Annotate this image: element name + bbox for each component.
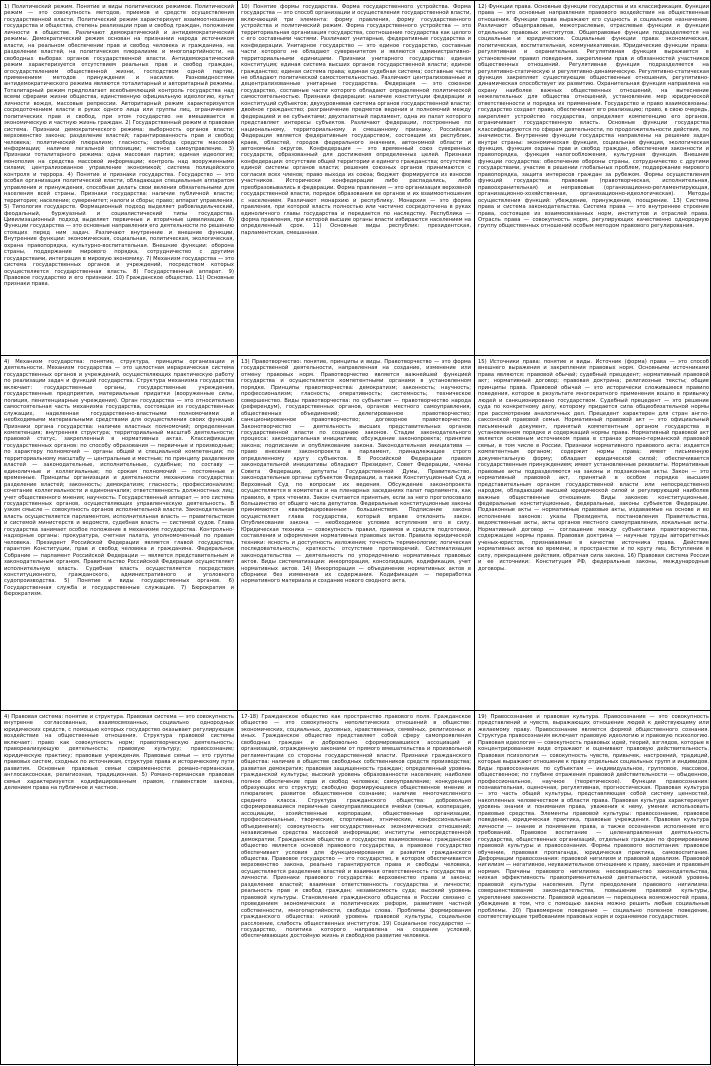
note-cell-5-label: 13) (241, 359, 250, 365)
note-cell-9-body: Правосознание и правовая культура. Правосознание — это совокупность представлений и чувств, выражающих отношение людей к действующему или желаемому праву. Правосознание является формой общественного сознания. Структура правосознания включает правовую идеологию и правовую психологию. Правовая идеология — совокупность правовых идей, теорий, взглядов, которые в концентрированном виде отражают и оценивают правовую действительность. Правовая психология — совокупность чувств, привычек, настроений, традиций, которые выражают отношение к праву отдельных социальных групп и индивидов. Виды правосознания: по субъектам — индивидуальное, групповое, массовое, общественное; по глубине отражения правовой действительности — обыденное, профессиональное, научное (теоретическое). Функции правосознания: познавательная, оценочная, регулятивная, прогностическая. Правовая культура — это часть общей культуры, представляющая собой систему ценностей, накопленных человечеством в области права. Правовая культура характеризует уровень знания и понимания права, уважения к нему, умения использовать правовые средства. Элементы правовой культуры: правосознание, правовое поведение, юридическая практика, правовые учреждения. Правовая культура личности — знание и понимание права, а также осознанное исполнение его требований. Правовое воспитание — целенаправленная деятельность государства, общественных организаций, отдельных граждан по формированию правовой культуры и правосознания. Формы правового воспитания: правовое обучение, правовая пропаганда, юридическая практика, самовоспитание. Деформации правосознания: правовой нигилизм и правовой идеализм. Правовой нигилизм — негативное, неуважительное отношение к праву, законам и правовым нормам. Причины правового нигилизма: несовершенство законодательства, низкая эффективность правоприменительной деятельности, низкий уровень правовой культуры населения. Пути преодоления правового нигилизма: совершенствование законодательства, повышение правовой культуры, укрепление законности. Правовой идеализм — переоценка возможностей права, убеждение в том, что с помощью закона можно решить любые социальные проблемы. 20) Правомерное поведение — социально полезное поведение, соответствующее требованиям правовых норм и охраняемое государством. (478, 714, 709, 921)
note-cell-3-text (478, 4, 709, 230)
note-cell-1-text (4, 4, 234, 288)
note-cell-4-text (4, 359, 234, 598)
note-cell-7-body: Правовая система: понятие и структура. Правовая система — это совокупность внутренне согласованных, взаимосвязанных, социально однородных юридических средств, с помощью которых государство оказывает регулирующее воздействие на общественные отношения. Структура правовой системы включает: право как совокупность норм; правотворческую деятельность; правореализующую деятельность; правовую культуру; правосознание; юридическую практику; правовые учреждения. Правовые семьи — это группы правовых систем, сходных по источникам, структуре права и историческому пути развития. Основные правовые семьи современности: романо-германская, англосаксонская, религиозная, традиционная. 5) Романо-германская правовая семья характеризуется кодифицированным правом, главенством закона, делением права на публичное и частное. (4, 714, 234, 791)
note-cell-3-label: 12) (478, 4, 487, 10)
note-cell-4 (1, 356, 238, 711)
note-cell-9-label: 19) (478, 714, 487, 720)
note-cell-9 (475, 711, 711, 1066)
note-cell-2 (238, 1, 475, 356)
note-cell-8-body: Гражданское общество как пространство правового поля. Гражданское общество — это совокупность неполитических отношений в обществе: экономических, социальных, духовных, нравственных, семейных, религиозных и иных. Гражданское общество представляет собой сферу самопроявления свободных граждан и добровольно сформировавшихся ассоциаций и организаций, огражденную законами от прямого вмешательства и произвольной регламентации со стороны государственной власти. Признаки гражданского общества: наличие в обществе свободных собственников средств производства; развитая демократия; правовая защищенность граждан; определенный уровень гражданской культуры; высокий уровень образованности населения; наиболее полное обеспечение прав и свобод человека; самоуправление; конкуренция образующих его структур; свободно формирующееся общественное мнение и плюрализм; развитое общественное сознание; наличие многочисленного среднего класса. Структура гражданского общества: добровольно сформировавшиеся первичные самоуправляющиеся ячейки (семья, кооперация, ассоциации, хозяйственные корпорации, общественные организации, профессиональные, творческие, спортивные, этнические, конфессиональные объединения); совокупность негосударственных экономических отношений; независимые средства массовой информации; институты непосредственной демократии. Гражданское общество и государство взаимосвязаны: гражданское общество является основой правового государства, а правовое государство обеспечивает условия для функционирования и развития гражданского общества. Правовое государство — это государство, в котором обеспечивается верховенство закона, реально гарантируются права и свободы человека, осуществляется разделение властей и взаимная ответственность государства и личности. Признаки правового государства: верховенство права и закона; разделение властей; взаимная ответственность государства и личности; реальность прав и свобод граждан; независимость суда; высокий уровень правовой культуры. Становление гражданского общества в России связано с проведением экономических и политических реформ, развитием частной собственности, многопартийности, свободы слова. Проблемы формирования гражданского общества: низкий уровень правовой культуры, социальное расслоение, слабость общественных институтов. 19) Социальное государство — государство, политика которого направлена на создание условий, обеспечивающих достойную жизнь и свободное развитие человека. (241, 714, 471, 940)
note-cell-5 (238, 356, 475, 711)
note-cell-3-body: Функции права. Основные функции государства и их классификация. Функции права — это основные направления правового воздействия на общественные отношения. Функции права выражают его сущность и социальное назначение. Различают общеправовые, межотраслевые, отраслевые функции и функции отдельных правовых институтов. Общеправовые функции подразделяются на социальные и юридические. Социальные функции права: экономическая, политическая, воспитательная, коммуникативная. Юридические функции права: регулятивная и охранительная. Регулятивная функция выражается в установлении правил поведения, закреплении прав и обязанностей участников общественных отношений. Регулятивная функция подразделяется на регулятивно-статическую и регулятивно-динамическую. Регулятивно-статическая функция закрепляет существующие общественные отношения, регулятивно-динамическая способствует их развитию. Охранительная функция направлена на охрану наиболее важных общественных отношений, на вытеснение нежелательных для общества отношений, установление мер юридической ответственности и порядка их применения. Государство и право взаимосвязаны: государство создает право, обеспечивает его реализацию; право, в свою очередь, закрепляет устройство государства, определяет компетенцию его органов, ограничивает государственную власть. Основные функции государства классифицируются по сферам деятельности, по продолжительности действия, по значимости. Внутренние функции государства направлены на решение задач внутри страны: экономическая функция, социальная функция, экологическая функция, функция охраны прав и свобод граждан, обеспечения законности и правопорядка, функция налогообложения, культурная функция. Внешние функции государства: обеспечение обороны страны, сотрудничество с другими государствами, участие в решении глобальных проблем, поддержание мирового правопорядка, защита интересов граждан за рубежом. Формы осуществления функций государства: правовые (правотворческая, исполнительная, правоохранительная) и неправовые (организационно-регламентирующая, организационно-хозяйственная, организационно-идеологическая). Методы осуществления функций: убеждение, принуждение, поощрение. 13) Система права и система законодательства. Система права — это внутреннее строение права, состоящее из взаимосвязанных норм, институтов и отраслей права. Отрасль права — совокупность норм, регулирующих качественно однородную группу общественных отношений особым методом правового регулирования. (478, 4, 709, 230)
note-cell-6-text (478, 359, 709, 572)
note-cell-8-text (241, 714, 471, 940)
note-cell-5-body: Правотворчество: понятие, принципы и виды. Правотворчество — это форма государственной деятельности, направленная на создание, изменение или отмену правовых норм. Правотворчество является важнейшей функцией государства и осуществляется компетентными органами в установленном порядке. Принципы правотворчества: демократизм; законность; научность; профессионализм; гласность; оперативность; системность; техническое совершенство. Виды правотворчества: по субъектам — правотворчество народа (референдум), государственных органов, органов местного самоуправления, общественных объединений; делегированное правотворчество; санкционированное правотворчество; договорное правотворчество. Законотворчество — деятельность высших представительных органов государственной власти по созданию законов. Стадии законодательного процесса: законодательная инициатива; обсуждение законопроекта; принятие закона; подписание и опубликование закона. Законодательная инициатива — право внесения законопроекта в парламент, принадлежащее строго определенному кругу субъектов. В Российской Федерации правом законодательной инициативы обладают Президент, Совет Федерации, члены Совета Федерации, депутаты Государственной Думы, Правительство, законодательные органы субъектов Федерации, а также Конституционный Суд и Верховный Суд по вопросам их ведения. Обсуждение законопроекта осуществляется в комитетах и на пленарных заседаниях палат парламента, как правило, в трех чтениях. Закон считается принятым, если за него проголосовало большинство от общего числа депутатов. Федеральные конституционные законы принимаются квалифицированным большинством. Подписание закона осуществляет глава государства, который вправе отклонить закон. Опубликование закона — необходимое условие вступления его в силу. Юридическая техника — совокупность правил, приемов и средств подготовки, составления и оформления нормативных правовых актов. Правила юридической техники: ясность и доступность изложения; точность терминологии; логическая последовательность; краткость; отсутствие противоречий. Систематизация законодательства — деятельность по упорядочению нормативных правовых актов. Виды систематизации: инкорпорация, консолидация, кодификация, учет нормативных актов. 14) Инкорпорация — объединение нормативных актов в сборники без изменения их содержания. Кодификация — переработка нормативного материала и создание нового сводного акта. (241, 359, 471, 585)
note-cell-2-body: Понятие формы государства. Форма государственного устройства. Форма государства — это способ организации и осуществления государственной власти, включающий три элемента: форму правления, форму государственного устройства и политический режим. Форма государственного устройства — это территориальная организация государства, соотношение государства как целого с его составными частями. Различают унитарные, федеративные государства и конфедерации. Унитарное государство — это единое государство, составные части которого не обладают суверенитетом и являются административно-территориальными единицами. Признаки унитарного государства: единая конституция; единая система высших органов государственной власти; единое гражданство; единая система права; единая судебная система; составные части не обладают политической самостоятельностью. Различают централизованные и децентрализованные унитарные государства. Федерация — это союзное государство, составные части которого обладают определенной политической самостоятельностью. Признаки федерации: наличие конституции федерации и конституций субъектов; двухуровневая система органов государственной власти; двойное гражданство; разграничение предметов ведения и полномочий между федерацией и ее субъектами; двухпалатный парламент, одна из палат которого представляет интересы субъектов. Различают федерации, построенные по национальному, территориальному и смешанному признаку. Российская Федерация является федеративным государством, состоящим из республик, краев, областей, городов федерального значения, автономной области и автономных округов. Конфедерация — это временный союз суверенных государств, образованный для достижения определенных целей. Признаки конфедерации: отсутствие общей территории и единого гражданства; отсутствие единой системы органов власти; решения союзных органов принимаются с согласия всех членов; право выхода из союза; бюджет формируется из взносов участников. Исторически конфедерации либо распадались, либо преобразовывались в федерации. Форма правления — это организация верховной государственной власти, порядок образования ее органов и их взаимоотношения с населением. Различают монархию и республику. Монархия — это форма правления, при которой власть полностью или частично сосредоточена в руках единоличного главы государства и передается по наследству. Республика — форма правления, при которой высшие органы власти избираются населением на определенный срок. 11) Основные виды республик: президентская, парламентская, смешанная. (241, 4, 471, 236)
note-cell-7-label: 4) (4, 714, 10, 720)
note-cell-6-body: Источники права: понятие и виды. Источник (форма) права — это способ внешнего выражения и закрепления правовых норм. Основными источниками права являются: правовой обычай; судебный прецедент; нормативный правовой акт; нормативный договор; правовая доктрина; религиозные тексты; общие принципы права. Правовой обычай — это исторически сложившееся правило поведения, которое в результате многократного применения вошло в привычку людей и санкционировано государством. Судебный прецедент — это решение суда по конкретному делу, которому придается сила общеобязательной нормы при рассмотрении аналогичных дел. Прецедент характерен для стран англо-саксонской правовой семьи. Нормативный правовой акт — это официальный письменный документ, принятый компетентным органом государства в установленном порядке и содержащий нормы права. Нормативный правовой акт является основным источником права в странах романо-германской правовой семьи, в том числе в России. Признаки нормативного правового акта: издается компетентным органом; содержит нормы права; имеет письменную документальную форму; обладает юридической силой; обеспечивается государственным принуждением; имеет установленные реквизиты. Нормативные правовые акты подразделяются на законы и подзаконные акты. Закон — это нормативный правовой акт, принятый в особом порядке высшим представительным органом государственной власти или непосредственно народом, обладающий высшей юридической силой и регулирующий наиболее важные общественные отношения. Виды законов: конституционные, федеральные конституционные, федеральные, законы субъектов Федерации. Подзаконные акты — нормативные правовые акты, издаваемые на основе и во исполнение законов: указы Президента, постановления Правительства, ведомственные акты, акты органов местного самоуправления, локальные акты. Нормативный договор — соглашение между субъектами правотворчества, содержащее нормы права. Правовая доктрина — научные труды авторитетных ученых-юристов, признаваемые в качестве источника права. Действие нормативных актов во времени, в пространстве и по кругу лиц. Вступление в силу, прекращение действия, обратная сила закона. 16) Правовая система России и ее источники: Конституция РФ, федеральные законы, международные договоры. (478, 359, 709, 572)
note-cell-1 (1, 1, 238, 356)
note-cell-7 (1, 711, 238, 1066)
note-cell-5-text (241, 359, 471, 585)
note-cell-2-text (241, 4, 471, 236)
note-cell-8 (238, 711, 475, 1066)
note-cell-6 (475, 356, 711, 711)
note-cell-9-text (478, 714, 709, 921)
note-cell-1-label: 1) (4, 4, 10, 10)
note-cell-6-label: 15) (478, 359, 487, 365)
note-cell-3 (475, 1, 711, 356)
note-cell-1-body: Политический режим. Понятие и виды политических режимов. Политический режим — это совокупность методов, приемов и средств осуществления государственной власти. Политический режим характеризует взаимоотношения государства и общества, степень реализации прав и свобод граждан, положение личности в обществе. Различают демократический и антидемократический режимы. Демократический режим основан на признании народа источником власти, на реальном обеспечении прав и свобод человека и гражданина, на разделении властей, на политическом плюрализме и многопартийности, на свободных выборах органов государственной власти. Антидемократический режим характеризуется отсутствием реальных прав и свобод граждан, огосударствлением общественной жизни, господством одной партии, применением методов принуждения и насилия. Разновидностями антидемократического режима являются тоталитарный и авторитарный режимы. Тоталитарный режим предполагает всеобъемлющий контроль государства над всеми сферами жизни общества, единственную официальную идеологию, культ личности вождя, массовые репрессии. Авторитарный режим характеризуется сосредоточением власти в руках одного лица или группы лиц, ограничением политических прав и свобод, при этом государство не вмешивается в экономическую и частную жизнь граждан. 2) Государственный режим и правовая система. Признаки демократического режима: выборность органов власти; верховенство закона; разделение властей; гарантированность прав и свобод человека; политический плюрализм; гласность; свобода средств массовой информации; наличие легальной оппозиции; местное самоуправление. 3) Признаки тоталитарного режима: одна массовая партия; единая идеология; монополия на средства массовой информации; контроль над вооруженными силами; централизованное управление экономикой; система полицейского контроля и террора. 4) Понятие и признаки государства. Государство — это особая организация политической власти, обладающая специальным аппаратом управления и принуждения, способная делать свои веления обязательными для населения всей страны. Признаки государства: наличие публичной власти; территория; население; суверенитет; налоги и сборы; право; аппарат управления. 5) Типология государств. Формационный подход выделяет рабовладельческий, феодальный, буржуазный и социалистический типы государства. Цивилизационный подход выделяет первичные и вторичные цивилизации. 6) Функции государства — это основные направления его деятельности по решению стоящих перед ним задач. Различают внутренние и внешние функции. Внутренние функции: экономическая, социальная, политическая, экологическая, охрана правопорядка, культурно-воспитательная. Внешние функции: оборона страны, поддержание мирового порядка, сотрудничество с другими государствами, интеграция в мировую экономику. 7) Механизм государства — это система государственных органов и учреждений, посредством которых осуществляется государственная власть. 8) Государственный аппарат. 9) Правовое государство и его признаки. 10) Гражданское общество. 11) Основные признаки права. (4, 4, 234, 288)
note-cell-4-label: 4) (4, 359, 10, 365)
note-cell-8-label: 17-18) (241, 714, 259, 720)
note-cell-2-label: 10) (241, 4, 250, 10)
note-cell-4-body: Механизм государства: понятие, структура, принципы организации и деятельности. Механизм государства — это целостная иерархическая система государственных органов и учреждений, осуществляющих практическую работу по реализации задач и функций государства. Структура механизма государства включает: государственные органы, государственные учреждения, государственные предприятия, материальные придатки (вооруженные силы, полиция, пенитенциарные учреждения). Орган государства — это относительно самостоятельная часть механизма государства, состоящая из государственных служащих, наделенная государственно-властными полномочиями и необходимыми материальными средствами для осуществления своих функций. Признаки органа государства: наличие властных полномочий; определенная компетенция; внутренняя структура; территориальный масштаб деятельности; правовой статус, закрепленный в нормативных актах. Классификация государственных органов: по способу образования — первичные и производные; по характеру полномочий — органы общей и специальной компетенции; по территориальному масштабу — центральные и местные; по принципу разделения властей — законодательные, исполнительные, судебные; по составу — единоличные и коллегиальные; по срокам полномочий — постоянные и временные. Принципы организации и деятельности механизма государства: разделение властей; законность; демократизм; гласность; профессионализм; сочетание коллегиальности и единоначалия; ответственность должностных лиц; учет общественного мнения; научность. Государственный аппарат — это система государственных органов, осуществляющих управленческую деятельность. В узком смысле — совокупность органов исполнительной власти. Законодательная власть осуществляется парламентом, исполнительная власть — правительством и системой министерств и ведомств, судебная власть — системой судов. Глава государства занимает особое положение в механизме государства. Контрольно-надзорные органы: прокуратура, счетная палата, уполномоченный по правам человека. Президент Российской Федерации является главой государства, гарантом Конституции, прав и свобод человека и гражданина. Федеральное Собрание — парламент Российской Федерации — является представительным и законодательным органом. Правительство Российской Федерации осуществляет исполнительную власть. Судебная власть осуществляется посредством конституционного, гражданского, административного и уголовного судопроизводства. 5) Понятие и виды государственных органов. 6) Государственная служба и государственные служащие. 7) Бюрократия и бюрократизм. (4, 359, 234, 598)
note-cell-7-text (4, 714, 234, 791)
